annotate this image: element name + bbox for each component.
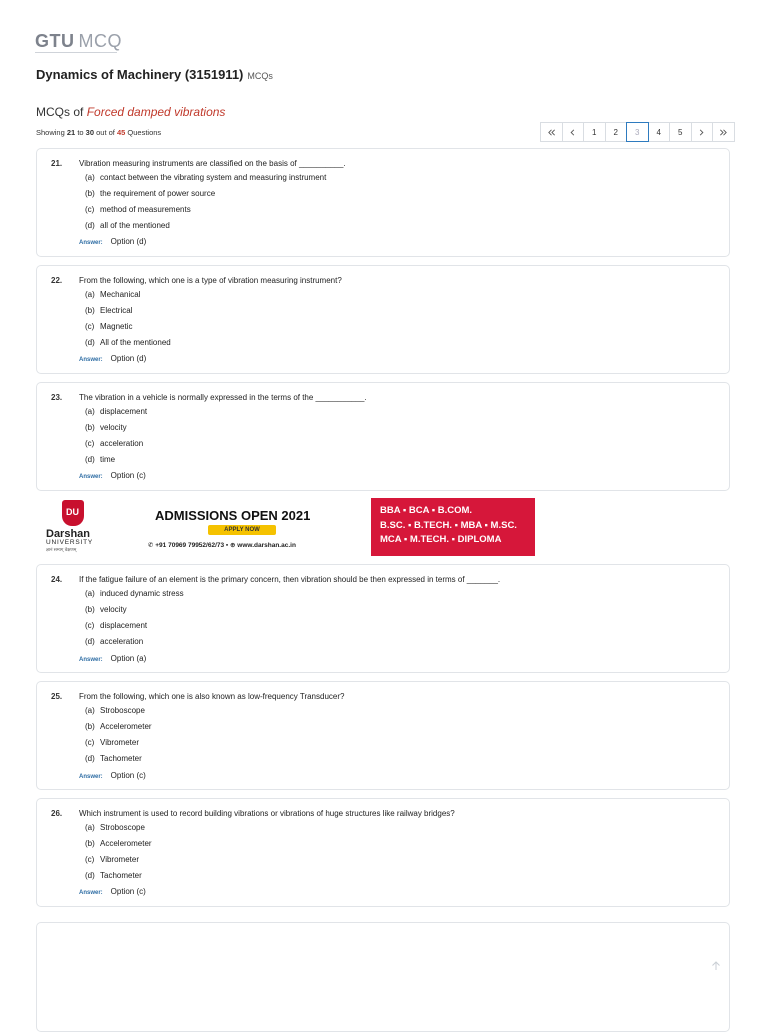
option-c <box>85 205 191 214</box>
option-b <box>85 605 127 614</box>
pagination <box>541 122 735 142</box>
showing-count <box>36 128 161 137</box>
answer-value: Option (c) <box>110 887 146 896</box>
logo-text-bold: GTU <box>35 31 75 51</box>
answer-label: Answer: <box>79 890 103 896</box>
ad-course-line: MCA ▪ M.TECH. ▪ DIPLOMA <box>380 534 502 545</box>
option-text: velocity <box>100 423 127 432</box>
option-text: Accelerometer <box>100 839 152 848</box>
option-letter: (a) <box>85 407 95 416</box>
answer-row <box>79 354 146 363</box>
showing-to-word: to <box>77 128 84 137</box>
option-b <box>85 722 152 731</box>
question-number: 21. <box>51 159 63 168</box>
option-text: Electrical <box>100 306 133 315</box>
option-text: Tachometer <box>100 754 142 763</box>
darshan-brand-sub: UNIVERSITY <box>46 539 94 546</box>
question-number: 23. <box>51 393 63 402</box>
answer-row <box>79 237 146 246</box>
option-text: Mechanical <box>100 290 141 299</box>
last-page-button[interactable] <box>712 122 735 142</box>
option-d <box>85 221 170 230</box>
topic-heading <box>36 105 225 119</box>
option-letter: (b) <box>85 839 95 848</box>
option-text: method of measurements <box>100 205 191 214</box>
answer-label: Answer: <box>79 474 103 480</box>
option-letter: (d) <box>85 754 95 763</box>
question-text: The vibration in a vehicle is normally expressed in the terms of the ___________. <box>79 393 367 402</box>
option-a <box>85 589 184 598</box>
darshan-tagline: ज्ञानं सम्यग् वेक्षणम् <box>46 547 77 552</box>
question-text: Which instrument is used to record building vibrations or vibrations of huge structures like railway bridges? <box>79 809 455 818</box>
showing-label: Showing <box>36 128 65 137</box>
question-card <box>36 681 730 790</box>
answer-label: Answer: <box>79 657 103 663</box>
page-title <box>36 67 273 82</box>
option-letter: (c) <box>85 439 95 448</box>
answer-row <box>79 471 146 480</box>
option-b <box>85 423 127 432</box>
topic-prefix: MCQs of <box>36 105 84 119</box>
empty-card <box>36 922 730 1032</box>
question-text: From the following, which one is a type of vibration measuring instrument? <box>79 276 342 285</box>
answer-value: Option (d) <box>110 354 147 363</box>
option-text: Vibrometer <box>100 855 139 864</box>
option-text: contact between the vibrating system and measuring instrument <box>100 173 327 182</box>
ad-course-line: BBA ▪ BCA ▪ B.COM. <box>380 505 473 516</box>
option-letter: (d) <box>85 455 95 464</box>
option-a <box>85 290 140 299</box>
showing-to: 30 <box>85 128 95 137</box>
option-text: time <box>100 455 116 464</box>
option-letter: (c) <box>85 738 95 747</box>
option-letter: (b) <box>85 189 95 198</box>
option-d <box>85 871 142 880</box>
logo-underline <box>35 52 117 53</box>
option-text: all of the mentioned <box>100 221 170 230</box>
option-c <box>85 855 139 864</box>
option-letter: (d) <box>85 871 95 880</box>
page-button-1[interactable]: 1 <box>583 122 606 142</box>
option-a <box>85 407 147 416</box>
option-text: Stroboscope <box>100 706 145 715</box>
option-text: Magnetic <box>100 322 133 331</box>
option-text: the requirement of power source <box>100 189 216 198</box>
next-page-button[interactable] <box>691 122 714 142</box>
option-text: Accelerometer <box>100 722 152 731</box>
option-c <box>85 322 132 331</box>
ad-courses-panel <box>371 498 535 556</box>
option-text: Vibrometer <box>100 738 139 747</box>
option-d <box>85 754 142 763</box>
page-button-3-active[interactable]: 3 <box>626 122 649 142</box>
question-card <box>36 382 730 491</box>
option-letter: (c) <box>85 855 95 864</box>
chevron-right-icon <box>697 128 706 137</box>
option-b <box>85 306 132 315</box>
option-a <box>85 823 145 832</box>
option-letter: (a) <box>85 173 95 182</box>
option-c <box>85 621 147 630</box>
question-card <box>36 148 730 257</box>
option-text: acceleration <box>100 439 144 448</box>
option-text: displacement <box>100 621 148 630</box>
showing-suffix: Questions <box>127 128 162 137</box>
answer-label: Answer: <box>79 357 103 363</box>
page-button-4[interactable]: 4 <box>648 122 671 142</box>
showing-outof-word: out of <box>96 128 115 137</box>
answer-value: Option (d) <box>110 237 147 246</box>
option-letter: (a) <box>85 589 95 598</box>
question-text: Vibration measuring instruments are classified on the basis of __________. <box>79 159 346 168</box>
ad-course-line: B.SC. ▪ B.TECH. ▪ MBA ▪ M.SC. <box>380 519 517 531</box>
option-letter: (b) <box>85 722 95 731</box>
option-letter: (d) <box>85 338 95 347</box>
subject-tag: MCQs <box>247 71 273 81</box>
double-chevron-right-icon <box>719 128 728 137</box>
question-card <box>36 265 730 374</box>
ad-title: ADMISSIONS OPEN 2021 <box>155 508 311 523</box>
prev-page-button[interactable] <box>562 122 585 142</box>
option-letter: (a) <box>85 706 95 715</box>
double-chevron-left-icon <box>547 128 556 137</box>
option-text: induced dynamic stress <box>100 589 184 598</box>
option-a <box>85 173 326 182</box>
question-card <box>36 564 730 673</box>
page-button-5[interactable]: 5 <box>669 122 692 142</box>
option-letter: (d) <box>85 221 95 230</box>
logo-text-light: MCQ <box>78 31 122 51</box>
question-number: 22. <box>51 276 63 285</box>
question-card <box>36 798 730 907</box>
option-letter: (b) <box>85 605 95 614</box>
option-letter: (c) <box>85 621 95 630</box>
darshan-emblem-icon <box>62 500 84 526</box>
chevron-left-icon <box>568 128 577 137</box>
option-text: All of the mentioned <box>100 338 171 347</box>
option-letter: (b) <box>85 423 95 432</box>
answer-row <box>79 771 146 780</box>
question-text: If the fatigue failure of an element is the primary concern, then vibration should be then expressed in terms of _______. <box>79 575 501 584</box>
ad-banner[interactable] <box>36 495 736 557</box>
option-letter: (d) <box>85 637 95 646</box>
option-b <box>85 839 152 848</box>
answer-value: Option (c) <box>110 771 146 780</box>
option-c <box>85 439 143 448</box>
answer-row <box>79 887 146 896</box>
showing-total: 45 <box>116 128 126 137</box>
first-page-button[interactable] <box>540 122 563 142</box>
showing-from: 21 <box>66 128 76 137</box>
option-letter: (c) <box>85 205 95 214</box>
topic-name: Forced damped vibrations <box>86 105 226 119</box>
option-c <box>85 738 139 747</box>
option-text: acceleration <box>100 637 144 646</box>
answer-label: Answer: <box>79 774 103 780</box>
answer-row <box>79 654 146 663</box>
question-text: From the following, which one is also known as low-frequency Transducer? <box>79 692 345 701</box>
option-b <box>85 189 215 198</box>
option-letter: (a) <box>85 290 95 299</box>
page-button-2[interactable]: 2 <box>605 122 628 142</box>
answer-value: Option (a) <box>110 654 147 663</box>
question-number: 25. <box>51 692 63 701</box>
darshan-brand: Darshan <box>46 528 91 540</box>
site-logo[interactable] <box>35 31 122 52</box>
option-text: displacement <box>100 407 148 416</box>
answer-value: Option (c) <box>110 471 146 480</box>
option-d <box>85 338 171 347</box>
option-a <box>85 706 145 715</box>
option-letter: (b) <box>85 306 95 315</box>
option-d <box>85 637 143 646</box>
arrow-up-icon[interactable] <box>710 960 722 972</box>
option-d <box>85 455 115 464</box>
subject-title: Dynamics of Machinery (3151911) <box>36 67 244 82</box>
option-text: Stroboscope <box>100 823 145 832</box>
option-text: velocity <box>100 605 127 614</box>
darshan-emblem-text: DU <box>66 507 79 517</box>
option-text: Tachometer <box>100 871 142 880</box>
question-number: 24. <box>51 575 63 584</box>
option-letter: (a) <box>85 823 95 832</box>
option-letter: (c) <box>85 322 95 331</box>
ad-contact: ✆ +91 70969 79952/62/73 ▪ ⊕ www.darshan.ac.in <box>148 542 296 549</box>
question-number: 26. <box>51 809 63 818</box>
apply-now-button[interactable]: APPLY NOW <box>208 525 276 535</box>
darshan-logo <box>44 500 104 555</box>
answer-label: Answer: <box>79 240 103 246</box>
